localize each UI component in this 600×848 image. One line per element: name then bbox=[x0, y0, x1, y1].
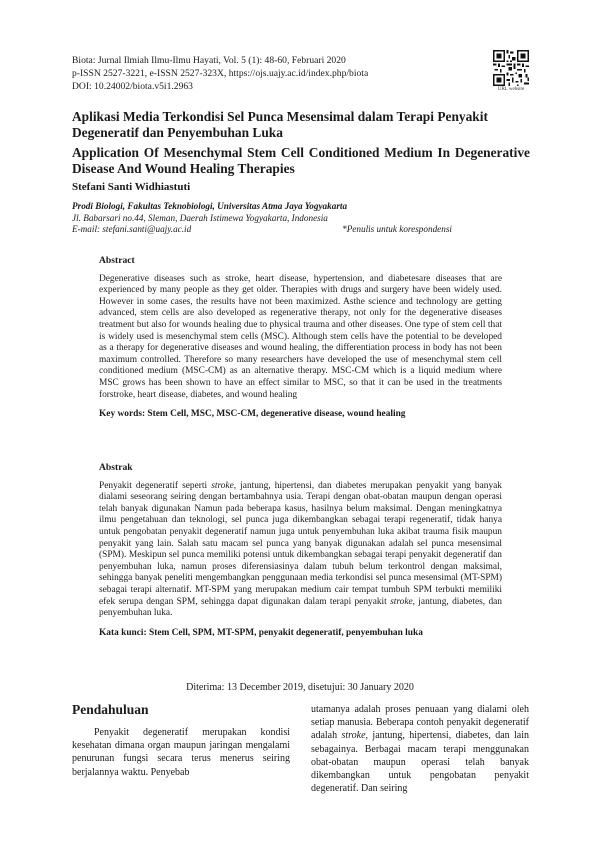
abstract-indonesian bbox=[99, 462, 502, 639]
qr-caption: URL website bbox=[497, 87, 525, 92]
intro-right-italic: stroke bbox=[341, 730, 366, 742]
abstrak-text-2: , jantung, hipertensi, dan diabetes merupakan penyakit yang banyak dialami seseorang seiring dengan bertambahnya usia. Terapi dengan obat-obatan maupun dengan operasi telah banyak digunakan Namun pada beberapa kasus, hasilnya belum maksimal. Dengan meningkatnya ilmu pengetahuan dan teknologi, sel punca juga dikembangkan sebagai terapi regeneratif, tidak hanya untuk pengobatan penyakit degeneratif namun juga untuk penyembuhan luka akibat trauma fisik maupun penyakit yang lain. Salah satu macam sel punca yang banyak digunakan adalah sel punca mesensimal (SPM). Meskipun sel punca memiliki potensi untuk dikembangkan sebagai terapi penyakit degeneratif dan penyembuhan luka, namun proses diferensiasinya dalam tubuh belum terkontrol dengan maksimal, sehingga banyak peneliti mengembangkan penggunaan media terkondisi sel punca mesensimal (MT-SPM) sebagai terapi alternatif. MT-SPM yang merupakan medium cair tempat tumbuh SPM terbukti memiliki efek serupa dengan SPM, sehingga dapat digunakan dalam terapi penyakit bbox=[99, 480, 502, 607]
qr-code-icon[interactable] bbox=[493, 50, 529, 86]
intro-right-text-2: , jantung, hipertensi, diabetes, dan lain sebagainya. Berbagai macam terapi menggunakan obat-obatan maupun operasi telah banyak dikembangkan untuk pengobatan penyakit degeneratif. Dan seiring bbox=[311, 730, 529, 795]
abstrak-italic-2: stroke bbox=[390, 596, 413, 607]
abstrak-italic-1: stroke bbox=[211, 480, 234, 491]
abstrak-text-1: Penyakit degeneratif seperti bbox=[99, 480, 212, 491]
abstrak-body bbox=[99, 481, 502, 620]
abstract-body: Degenerative diseases such as stroke, heart disease, hypertension, and diabetesare diseases that are experienced by many people as they get older. Therapies with drugs and surgery have been widely used. However in some cases, the results have not been maximized. Asthe science and technology are getting advanced, stem cells are also developed as regenerative therapy, not only for the degenerative diseases treatment but also for wounds healing due to physical trauma and other diseases. One type of stem cell that is widely used is mesenchymal stem cells (MSC). Although stem cells have the potential to be developed as a therapy for degenerative diseases and wound healing, the differentiation process in body has not been maximum controlled. Therefore so many researchers have developed the use of mesenchymal stem cell conditioned medium (MSC-CM) as an alternative therapy. MSC-CM which is a liquid medium where MSC grows has been shown to have an effect similar to MSC, so that it can be used in the treatments forstroke, heart disease, diabetes, and wound healing bbox=[99, 273, 502, 400]
intro-paragraph-left: Penyakit degeneratif merupakan kondisi kesehatan dimana organ maupun jaringan mengalami penurunan fungsi secara terus menerus seiring berjalannya waktu. Penyebab bbox=[72, 727, 290, 778]
introduction-left-column bbox=[72, 702, 290, 779]
corresponding-note: *Penulis untuk korespondensi bbox=[342, 224, 452, 234]
affiliation-institution: Prodi Biologi, Fakultas Teknobiologi, Universitas Atma Jaya Yogyakarta bbox=[72, 201, 348, 211]
abstract-heading: Abstract bbox=[99, 255, 135, 266]
abstrak-text-3: , jantung, diabetes, dan penyembuhan luka. bbox=[99, 596, 502, 619]
intro-paragraph-right bbox=[311, 703, 529, 795]
affiliation-block bbox=[72, 201, 532, 236]
title-english: Application Of Mesenchymal Stem Cell Conditioned Medium In Degenerative Disease And Wound Healing Therapies bbox=[72, 145, 530, 176]
doi-line: DOI: 10.24002/biota.v5i1.2963 bbox=[72, 81, 193, 92]
journal-citation: Biota: Jurnal Ilmiah Ilmu-Ilmu Hayati, Vol. 5 (1): 48-60, Februari 2020 bbox=[72, 55, 346, 66]
affiliation-contact-row bbox=[72, 224, 452, 236]
title-indonesian: Aplikasi Media Terkondisi Sel Punca Mesensimal dalam Terapi Penyakit Degeneratif dan Penyembuhan Luka bbox=[72, 109, 488, 140]
author-email[interactable]: E-mail: stefani.santi@uajy.ac.id bbox=[72, 224, 192, 234]
abstract-english bbox=[99, 255, 502, 421]
received-dates: Diterima: 13 December 2019, disetujui: 30 January 2020 bbox=[186, 682, 414, 693]
affiliation-address: Jl. Babarsari no.44, Sleman, Daerah Istimewa Yogyakarta, Indonesia bbox=[72, 212, 328, 223]
abstrak-heading: Abstrak bbox=[99, 462, 133, 473]
journal-header bbox=[72, 54, 462, 93]
section-heading: Pendahuluan bbox=[72, 702, 149, 717]
introduction-right-column bbox=[311, 703, 529, 795]
keywords: Key words: Stem Cell, MSC, MSC-CM, degenerative disease, wound healing bbox=[99, 409, 406, 420]
kata-kunci: Kata kunci: Stem Cell, SPM, MT-SPM, penyakit degeneratif, penyembuhan luka bbox=[99, 627, 423, 638]
intro-right-text-1: utamanya adalah proses penuaan yang dialami oleh setiap manusia. Beberapa contoh penyakit degeneratif adalah bbox=[311, 704, 529, 742]
issn-line: p-ISSN 2527-3221, e-ISSN 2527-323X, https://ojs.uajy.ac.id/index.php/biota bbox=[72, 68, 369, 79]
author-name: Stefani Santi Widhiastuti bbox=[72, 181, 191, 193]
